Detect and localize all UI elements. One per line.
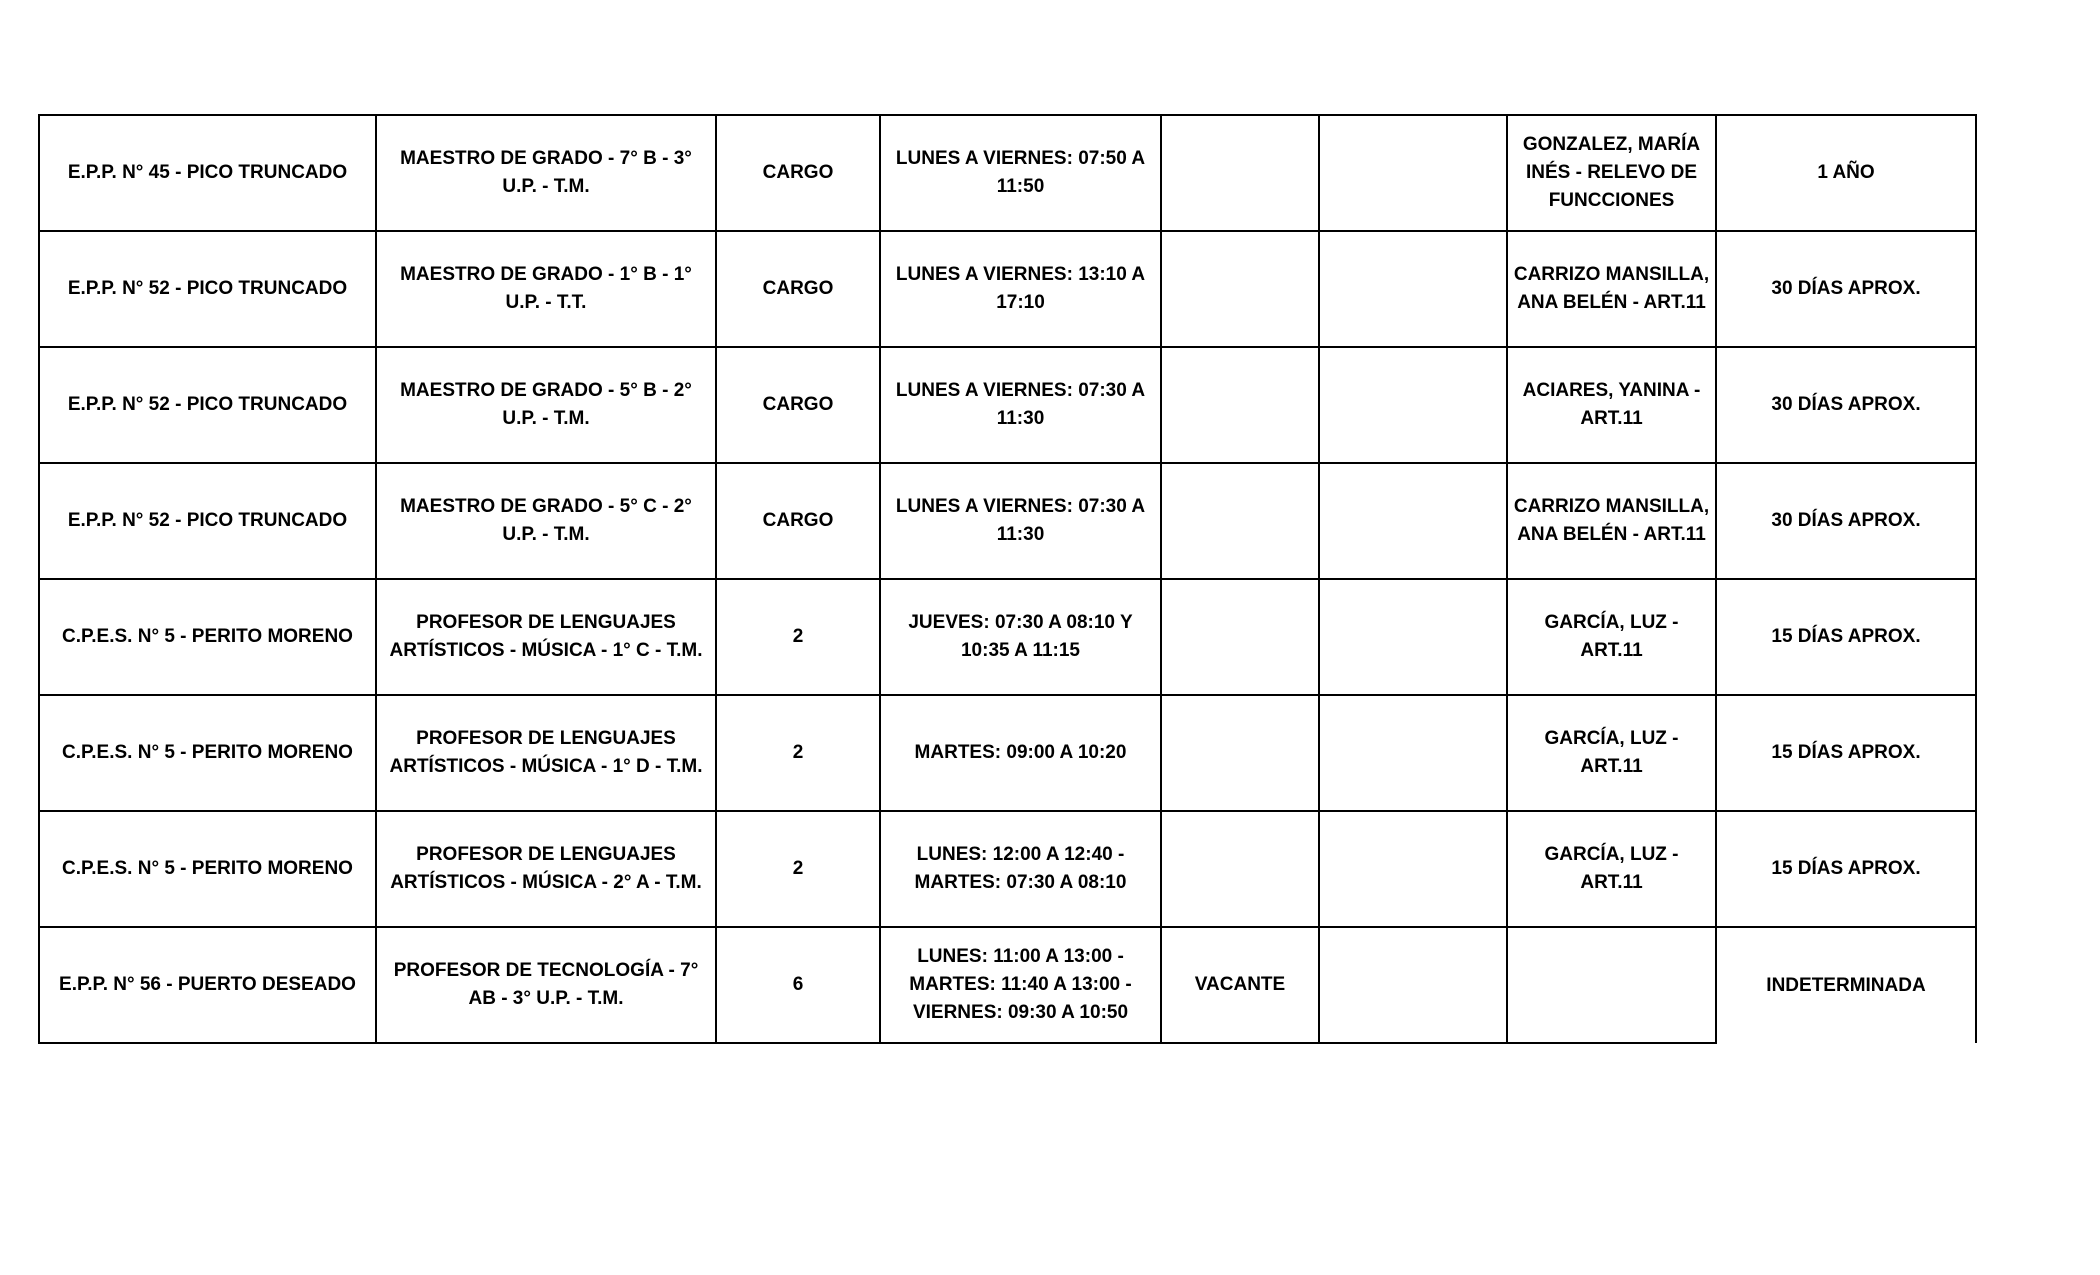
replaces-cell: GARCÍA, LUZ - ART.11 bbox=[1507, 695, 1716, 811]
replaces-cell: ACIARES, YANINA - ART.11 bbox=[1507, 347, 1716, 463]
school-cell: C.P.E.S. N° 5 - PERITO MORENO bbox=[39, 695, 376, 811]
position-cell: PROFESOR DE LENGUAJES ARTÍSTICOS - MÚSICA - 1° C - T.M. bbox=[376, 579, 716, 695]
duration-cell: 30 DÍAS APROX. bbox=[1716, 463, 1976, 579]
duration-cell: 15 DÍAS APROX. bbox=[1716, 811, 1976, 927]
duration-cell: 1 AÑO bbox=[1716, 115, 1976, 231]
replaces-cell: GONZALEZ, MARÍA INÉS - RELEVO DE FUNCCIONES bbox=[1507, 115, 1716, 231]
duration-cell: 15 DÍAS APROX. bbox=[1716, 695, 1976, 811]
table-row bbox=[39, 231, 1976, 347]
empty-cell bbox=[1319, 231, 1507, 347]
schedule-cell: LUNES A VIERNES: 13:10 A 17:10 bbox=[880, 231, 1161, 347]
duration-cell: 30 DÍAS APROX. bbox=[1716, 231, 1976, 347]
empty-cell bbox=[1319, 115, 1507, 231]
hours-cell: 2 bbox=[716, 579, 880, 695]
status-cell bbox=[1161, 231, 1319, 347]
table-row bbox=[39, 579, 1976, 695]
status-cell bbox=[1161, 811, 1319, 927]
empty-cell bbox=[1319, 811, 1507, 927]
schedule-cell: JUEVES: 07:30 A 08:10 Y 10:35 A 11:15 bbox=[880, 579, 1161, 695]
schedule-cell: LUNES A VIERNES: 07:50 A 11:50 bbox=[880, 115, 1161, 231]
schedule-cell: LUNES: 12:00 A 12:40 - MARTES: 07:30 A 08:10 bbox=[880, 811, 1161, 927]
status-cell bbox=[1161, 579, 1319, 695]
empty-cell bbox=[1319, 463, 1507, 579]
table-row bbox=[39, 463, 1976, 579]
status-cell bbox=[1161, 347, 1319, 463]
table-body bbox=[39, 115, 1976, 1043]
table-row bbox=[39, 927, 1976, 1043]
schedule-cell: LUNES A VIERNES: 07:30 A 11:30 bbox=[880, 463, 1161, 579]
hours-cell: 2 bbox=[716, 695, 880, 811]
vacancy-table bbox=[38, 114, 1977, 1044]
position-cell: PROFESOR DE LENGUAJES ARTÍSTICOS - MÚSICA - 2° A - T.M. bbox=[376, 811, 716, 927]
empty-cell bbox=[1319, 579, 1507, 695]
status-cell: VACANTE bbox=[1161, 927, 1319, 1043]
status-cell bbox=[1161, 695, 1319, 811]
position-cell: MAESTRO DE GRADO - 7° B - 3° U.P. - T.M. bbox=[376, 115, 716, 231]
hours-cell: CARGO bbox=[716, 115, 880, 231]
status-cell bbox=[1161, 463, 1319, 579]
school-cell: E.P.P. N° 52 - PICO TRUNCADO bbox=[39, 347, 376, 463]
school-cell: E.P.P. N° 52 - PICO TRUNCADO bbox=[39, 463, 376, 579]
position-cell: MAESTRO DE GRADO - 5° C - 2° U.P. - T.M. bbox=[376, 463, 716, 579]
table-row bbox=[39, 347, 1976, 463]
schedule-cell: MARTES: 09:00 A 10:20 bbox=[880, 695, 1161, 811]
position-cell: PROFESOR DE TECNOLOGÍA - 7° AB - 3° U.P. - T.M. bbox=[376, 927, 716, 1043]
school-cell: E.P.P. N° 52 - PICO TRUNCADO bbox=[39, 231, 376, 347]
school-cell: E.P.P. N° 56 - PUERTO DESEADO bbox=[39, 927, 376, 1043]
hours-cell: CARGO bbox=[716, 463, 880, 579]
table-row bbox=[39, 695, 1976, 811]
position-cell: MAESTRO DE GRADO - 1° B - 1° U.P. - T.T. bbox=[376, 231, 716, 347]
table-row bbox=[39, 811, 1976, 927]
position-cell: MAESTRO DE GRADO - 5° B - 2° U.P. - T.M. bbox=[376, 347, 716, 463]
school-cell: C.P.E.S. N° 5 - PERITO MORENO bbox=[39, 579, 376, 695]
school-cell: C.P.E.S. N° 5 - PERITO MORENO bbox=[39, 811, 376, 927]
position-cell: PROFESOR DE LENGUAJES ARTÍSTICOS - MÚSICA - 1° D - T.M. bbox=[376, 695, 716, 811]
replaces-cell: CARRIZO MANSILLA, ANA BELÉN - ART.11 bbox=[1507, 231, 1716, 347]
replaces-cell bbox=[1507, 927, 1716, 1043]
table-row bbox=[39, 115, 1976, 231]
hours-cell: CARGO bbox=[716, 347, 880, 463]
duration-cell: 30 DÍAS APROX. bbox=[1716, 347, 1976, 463]
status-cell bbox=[1161, 115, 1319, 231]
duration-cell: 15 DÍAS APROX. bbox=[1716, 579, 1976, 695]
replaces-cell: GARCÍA, LUZ - ART.11 bbox=[1507, 579, 1716, 695]
schedule-cell: LUNES: 11:00 A 13:00 - MARTES: 11:40 A 13:00 - VIERNES: 09:30 A 10:50 bbox=[880, 927, 1161, 1043]
duration-cell: INDETERMINADA bbox=[1716, 927, 1976, 1043]
replaces-cell: CARRIZO MANSILLA, ANA BELÉN - ART.11 bbox=[1507, 463, 1716, 579]
empty-cell bbox=[1319, 347, 1507, 463]
empty-cell bbox=[1319, 695, 1507, 811]
hours-cell: CARGO bbox=[716, 231, 880, 347]
hours-cell: 2 bbox=[716, 811, 880, 927]
schedule-cell: LUNES A VIERNES: 07:30 A 11:30 bbox=[880, 347, 1161, 463]
replaces-cell: GARCÍA, LUZ - ART.11 bbox=[1507, 811, 1716, 927]
school-cell: E.P.P. N° 45 - PICO TRUNCADO bbox=[39, 115, 376, 231]
empty-cell bbox=[1319, 927, 1507, 1043]
hours-cell: 6 bbox=[716, 927, 880, 1043]
